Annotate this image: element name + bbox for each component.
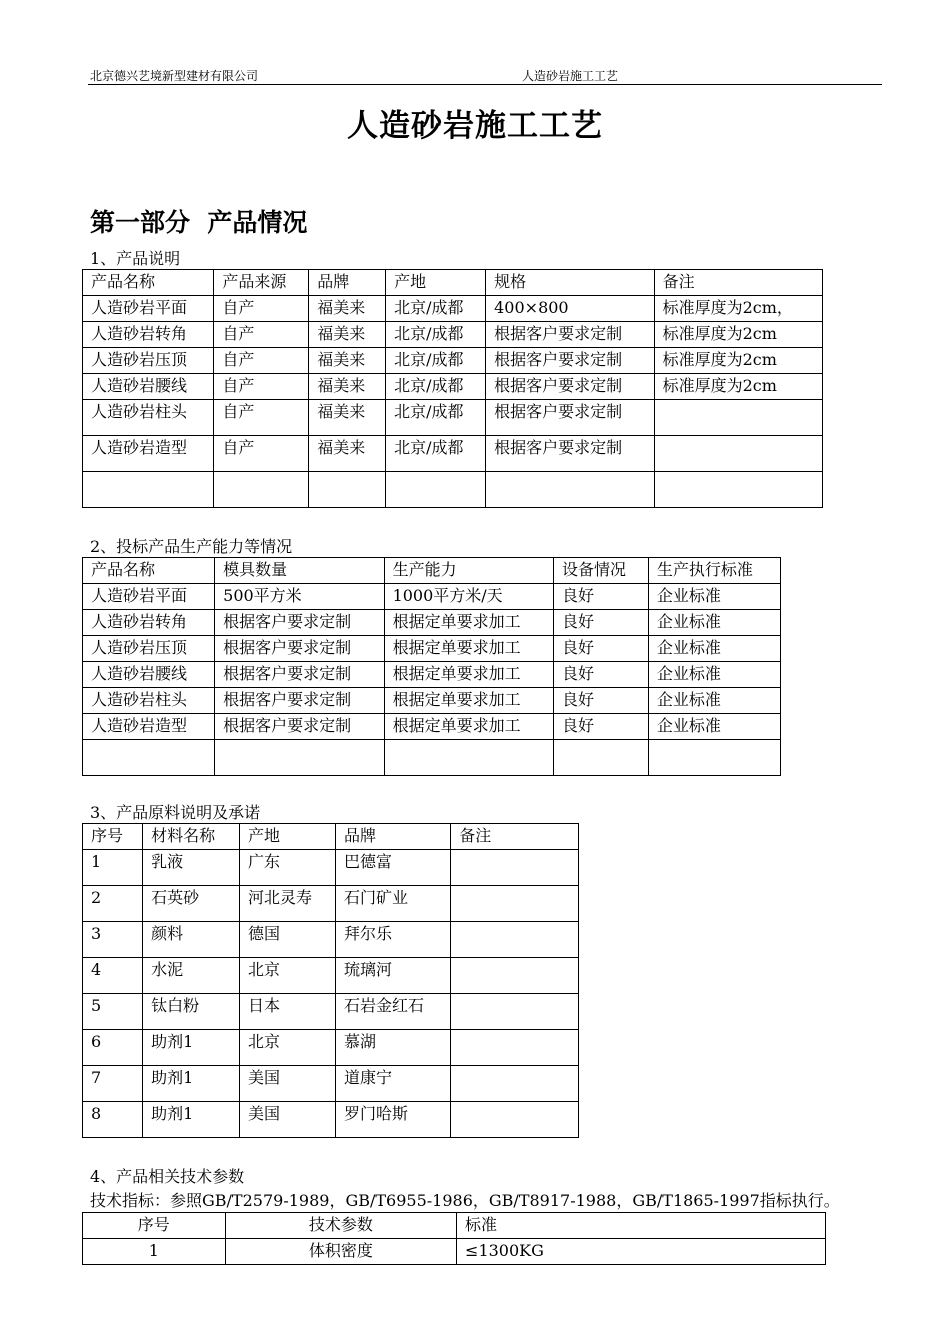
table-cell: 北京/成都	[386, 348, 486, 374]
table-cell: 自产	[214, 322, 309, 348]
table-cell: 自产	[214, 436, 309, 472]
table-cell: 根据定单要求加工	[384, 688, 553, 714]
table-cell: 6	[83, 1030, 143, 1066]
column-header: 品牌	[336, 824, 451, 850]
table-cell: 北京/成都	[386, 322, 486, 348]
table-cell: 根据客户要求定制	[486, 436, 654, 472]
table-cell: 5	[83, 994, 143, 1030]
document-title: 人造砂岩施工工艺	[347, 108, 603, 144]
table-cell: 日本	[239, 994, 335, 1030]
column-header: 序号	[83, 824, 143, 850]
table-cell: 自产	[214, 400, 309, 436]
table-cell: 人造砂岩转角	[83, 610, 215, 636]
table-cell: 福美来	[309, 322, 386, 348]
production-capacity-table	[82, 557, 781, 776]
table-cell: 1	[83, 850, 143, 886]
table-cell: 企业标准	[648, 636, 780, 662]
table-cell	[648, 740, 780, 776]
table-cell	[451, 1066, 579, 1102]
table-cell	[83, 472, 214, 508]
table-cell: 根据客户要求定制	[215, 688, 384, 714]
table-cell: 慕湖	[336, 1030, 451, 1066]
table-cell: 良好	[553, 636, 648, 662]
table-cell: 福美来	[309, 436, 386, 472]
raw-materials-table-row	[83, 1066, 579, 1102]
table-cell	[451, 994, 579, 1030]
column-header: 产地	[239, 824, 335, 850]
column-header: 生产执行标准	[648, 558, 780, 584]
production-capacity-table-header-row	[83, 558, 781, 584]
column-header: 模具数量	[215, 558, 384, 584]
table-cell: 福美来	[309, 348, 386, 374]
table-cell: 企业标准	[648, 584, 780, 610]
table-cell: ≤1300KG	[457, 1239, 826, 1265]
table-cell: 根据客户要求定制	[486, 374, 654, 400]
table-cell: 拜尔乐	[336, 922, 451, 958]
table-cell: 北京	[239, 958, 335, 994]
table-cell: 石门矿业	[336, 886, 451, 922]
raw-materials-table-row	[83, 1030, 579, 1066]
table-cell	[654, 400, 822, 436]
table-cell: 7	[83, 1066, 143, 1102]
product-description-table	[82, 269, 823, 508]
raw-materials-table	[82, 823, 579, 1138]
table-cell: 企业标准	[648, 610, 780, 636]
raw-materials-table-row	[83, 994, 579, 1030]
table-cell: 标准厚度为2cm	[654, 348, 822, 374]
column-header: 规格	[486, 270, 654, 296]
table-cell: 自产	[214, 348, 309, 374]
table-cell: 人造砂岩造型	[83, 436, 214, 472]
table-cell: 石岩金红石	[336, 994, 451, 1030]
product-description-table-row	[83, 400, 823, 436]
column-header: 品牌	[309, 270, 386, 296]
table-cell: 良好	[553, 688, 648, 714]
table-cell: 助剂1	[143, 1066, 240, 1102]
table-cell: 人造砂岩压顶	[83, 348, 214, 374]
raw-materials-table-row	[83, 922, 579, 958]
table-cell: 助剂1	[143, 1102, 240, 1138]
table-cell: 2	[83, 886, 143, 922]
table-cell: 根据客户要求定制	[486, 322, 654, 348]
product-description-table-row	[83, 436, 823, 472]
column-header: 产品来源	[214, 270, 309, 296]
technical-spec-text: 技术指标：参照GB/T2579-1989，GB/T6955-1986，GB/T8917-1988，GB/T1865-1997指标执行。	[90, 1191, 840, 1210]
table-cell: 人造砂岩腰线	[83, 662, 215, 688]
table-cell: 根据客户要求定制	[215, 714, 384, 740]
table-cell: 3	[83, 922, 143, 958]
table-cell: 北京	[239, 1030, 335, 1066]
table-cell: 北京/成都	[386, 374, 486, 400]
table-cell: 道康宁	[336, 1066, 451, 1102]
table-cell: 北京/成都	[386, 296, 486, 322]
production-capacity-table-row	[83, 636, 781, 662]
table-cell: 1	[83, 1239, 226, 1265]
table-cell: 助剂1	[143, 1030, 240, 1066]
table-cell: 良好	[553, 584, 648, 610]
raw-materials-table-row	[83, 886, 579, 922]
column-header: 材料名称	[143, 824, 240, 850]
table-cell: 人造砂岩柱头	[83, 400, 214, 436]
table-cell	[215, 740, 384, 776]
table-cell: 4	[83, 958, 143, 994]
product-description-table-row	[83, 322, 823, 348]
table-cell: 标准厚度为2cm，	[654, 296, 822, 322]
table-cell: 福美来	[309, 374, 386, 400]
product-description-table-header-row	[83, 270, 823, 296]
table-cell: 德国	[239, 922, 335, 958]
table-cell: 石英砂	[143, 886, 240, 922]
production-capacity-table-row	[83, 610, 781, 636]
table-cell: 8	[83, 1102, 143, 1138]
table-cell: 美国	[239, 1066, 335, 1102]
table-cell	[654, 436, 822, 472]
raw-materials-table-row	[83, 958, 579, 994]
page-header	[88, 66, 882, 85]
table-cell: 人造砂岩柱头	[83, 688, 215, 714]
technical-parameters-table	[82, 1212, 826, 1265]
table-cell: 钛白粉	[143, 994, 240, 1030]
table-cell	[309, 472, 386, 508]
column-header: 序号	[83, 1213, 226, 1239]
column-header: 产品名称	[83, 270, 214, 296]
table-cell: 根据客户要求定制	[486, 348, 654, 374]
table-cell	[451, 922, 579, 958]
production-capacity-table-row	[83, 688, 781, 714]
header-doc-name: 人造砂岩施工工艺	[522, 69, 619, 83]
section-4-heading: 4、产品相关技术参数	[90, 1167, 245, 1186]
table-cell: 根据定单要求加工	[384, 714, 553, 740]
technical-parameters-table-row	[83, 1239, 826, 1265]
table-cell: 根据定单要求加工	[384, 610, 553, 636]
table-cell: 水泥	[143, 958, 240, 994]
table-cell: 美国	[239, 1102, 335, 1138]
production-capacity-table-row	[83, 584, 781, 610]
table-cell: 人造砂岩腰线	[83, 374, 214, 400]
table-cell: 良好	[553, 610, 648, 636]
table-cell: 良好	[553, 714, 648, 740]
table-cell: 根据定单要求加工	[384, 662, 553, 688]
product-description-table-row	[83, 472, 823, 508]
table-cell	[451, 886, 579, 922]
table-cell: 企业标准	[648, 688, 780, 714]
table-cell	[386, 472, 486, 508]
production-capacity-table-row	[83, 662, 781, 688]
table-cell: 北京/成都	[386, 436, 486, 472]
column-header: 生产能力	[384, 558, 553, 584]
table-cell: 标准厚度为2cm	[654, 322, 822, 348]
column-header: 备注	[654, 270, 822, 296]
table-cell: 体积密度	[225, 1239, 456, 1265]
raw-materials-table-row	[83, 1102, 579, 1138]
production-capacity-table-row	[83, 740, 781, 776]
table-cell	[451, 1102, 579, 1138]
product-description-table-row	[83, 374, 823, 400]
column-header: 设备情况	[553, 558, 648, 584]
technical-parameters-table-header-row	[83, 1213, 826, 1239]
table-cell: 广东	[239, 850, 335, 886]
table-cell	[384, 740, 553, 776]
table-cell	[451, 958, 579, 994]
column-header: 技术参数	[225, 1213, 456, 1239]
table-cell: 人造砂岩造型	[83, 714, 215, 740]
table-cell: 颜料	[143, 922, 240, 958]
table-cell: 根据客户要求定制	[215, 636, 384, 662]
table-cell: 根据客户要求定制	[215, 662, 384, 688]
table-cell: 巴德富	[336, 850, 451, 886]
part-heading: 第一部分 产品情况	[90, 208, 308, 237]
table-cell	[553, 740, 648, 776]
product-description-table-row	[83, 296, 823, 322]
section-3-heading: 3、产品原料说明及承诺	[90, 803, 261, 822]
table-cell: 人造砂岩压顶	[83, 636, 215, 662]
table-cell: 河北灵寿	[239, 886, 335, 922]
table-cell: 根据定单要求加工	[384, 636, 553, 662]
table-cell: 400×800	[486, 296, 654, 322]
table-cell: 根据客户要求定制	[486, 400, 654, 436]
table-cell: 标准厚度为2cm	[654, 374, 822, 400]
table-cell	[486, 472, 654, 508]
table-cell	[83, 740, 215, 776]
column-header: 产品名称	[83, 558, 215, 584]
table-cell: 自产	[214, 374, 309, 400]
table-cell: 1000平方米/天	[384, 584, 553, 610]
table-cell: 500平方米	[215, 584, 384, 610]
table-cell: 福美来	[309, 400, 386, 436]
section-2-heading: 2、投标产品生产能力等情况	[90, 537, 293, 556]
raw-materials-table-row	[83, 850, 579, 886]
column-header: 备注	[451, 824, 579, 850]
table-cell: 福美来	[309, 296, 386, 322]
header-company: 北京德兴艺境新型建材有限公司	[90, 69, 259, 83]
table-cell: 根据客户要求定制	[215, 610, 384, 636]
table-cell: 自产	[214, 296, 309, 322]
table-cell: 企业标准	[648, 662, 780, 688]
table-cell	[654, 472, 822, 508]
table-cell: 企业标准	[648, 714, 780, 740]
table-cell	[451, 850, 579, 886]
table-cell	[451, 1030, 579, 1066]
table-cell: 人造砂岩转角	[83, 322, 214, 348]
table-cell: 乳液	[143, 850, 240, 886]
production-capacity-table-row	[83, 714, 781, 740]
table-cell: 人造砂岩平面	[83, 296, 214, 322]
table-cell: 罗门哈斯	[336, 1102, 451, 1138]
column-header: 产地	[386, 270, 486, 296]
table-cell: 北京/成都	[386, 400, 486, 436]
table-cell: 琉璃河	[336, 958, 451, 994]
table-cell	[214, 472, 309, 508]
table-cell: 良好	[553, 662, 648, 688]
raw-materials-table-header-row	[83, 824, 579, 850]
table-cell: 人造砂岩平面	[83, 584, 215, 610]
column-header: 标准	[457, 1213, 826, 1239]
section-1-heading: 1、产品说明	[90, 249, 181, 268]
product-description-table-row	[83, 348, 823, 374]
